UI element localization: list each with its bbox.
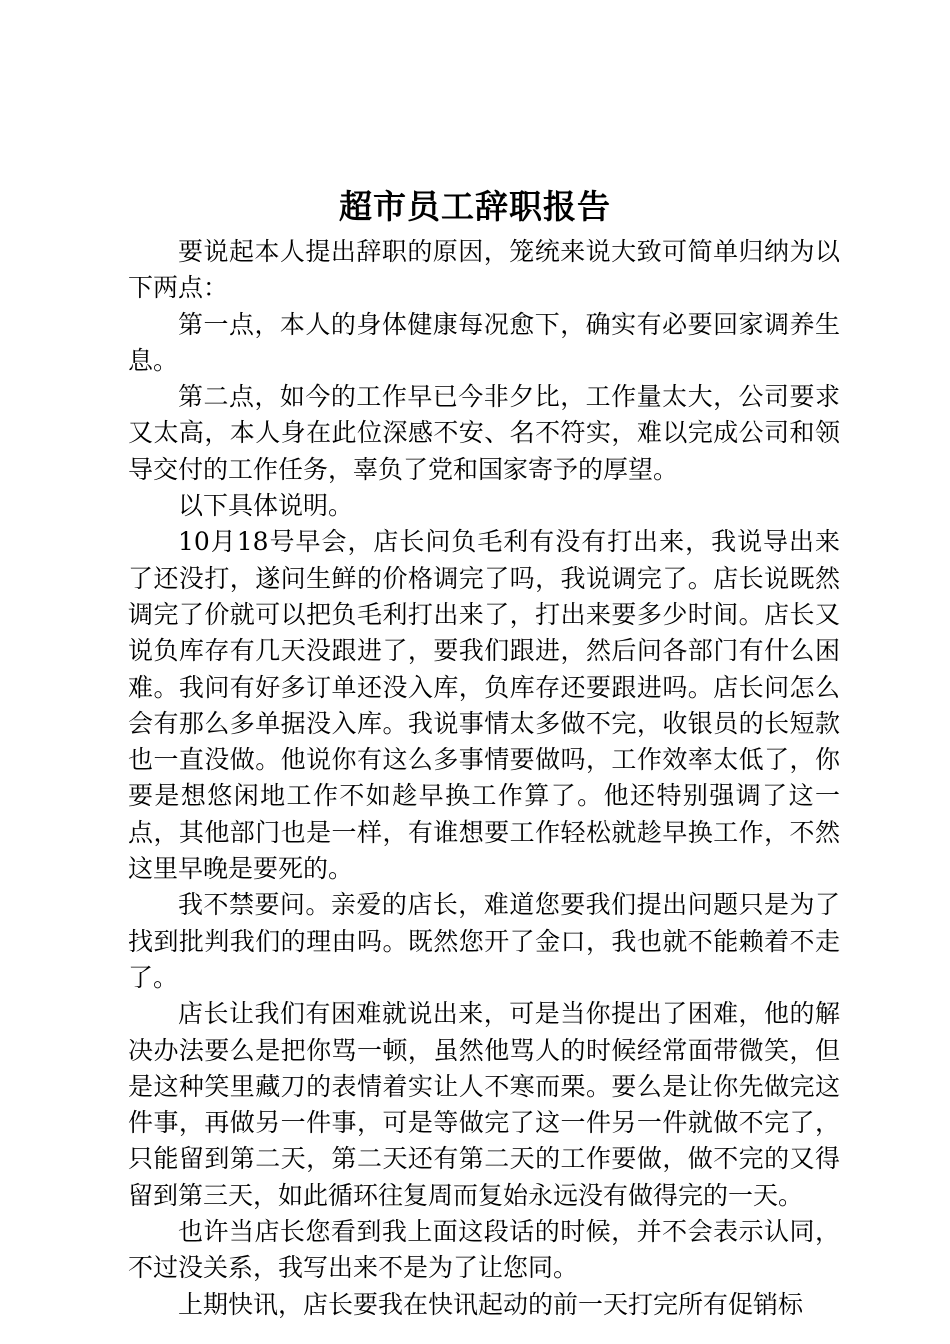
paragraph: 要说起本人提出辞职的原因，笼统来说大致可简单归纳为以下两点：	[128, 237, 840, 303]
paragraph: 第二点，如今的工作早已今非夕比，工作量太大，公司要求又太高，本人身在此位深感不安、名不符实，难以完成公司和领导交付的工作任务，辜负了党和国家寄予的厚望。	[128, 382, 840, 484]
document-title: 超市员工辞职报告	[339, 187, 611, 226]
paragraph: 也许当店长您看到我上面这段话的时候，并不会表示认同，不过没关系，我写出来不是为了让您同。	[128, 1217, 840, 1283]
paragraph: 上期快讯，店长要我在快讯起动的前一天打完所有促销标	[178, 1289, 804, 1319]
paragraph: 以下具体说明。	[178, 491, 354, 521]
paragraph: 10月18号早会，店长问负毛利有没有打出来，我说导出来了还没打，遂问生鲜的价格调完了吗，我说调完了。店长说既然调完了价就可以把负毛利打出来了，打出来要多少时间。店长又说负库存有几天没跟进了，要我们跟进，然后问各部门有什么困难。我问有好多订单还没入库，负库存还要跟进吗。店长问怎么会有那么多单据没入库。我说事情太多做不完，收银员的长短款也一直没做。他说你有这么多事情要做吗，工作效率太低了，你要是想悠闲地工作不如趁早换工作算了。他还特别强调了这一点，其他部门也是一样，有谁想要工作轻松就趁早换工作，不然这里早晚是要死的。	[128, 527, 840, 884]
document-body	[128, 234, 840, 1323]
paragraph: 我不禁要问。亲爱的店长，难道您要我们提出问题只是为了找到批判我们的理由吗。既然您开了金口，我也就不能赖着不走了。	[128, 890, 840, 992]
paragraph: 第一点，本人的身体健康每况愈下，确实有必要回家调养生息。	[128, 309, 840, 375]
paragraph: 店长让我们有困难就说出来，可是当你提出了困难，他的解决办法要么是把你骂一顿，虽然他骂人的时候经常面带微笑，但是这种笑里藏刀的表情着实让人不寒而栗。要么是让你先做完这件事，再做另一件事，可是等做完了这一件另一件就做不完了，只能留到第二天，第二天还有第二天的工作要做，做不完的又得留到第三天，如此循环往复周而复始永远没有做得完的一天。	[128, 999, 840, 1210]
